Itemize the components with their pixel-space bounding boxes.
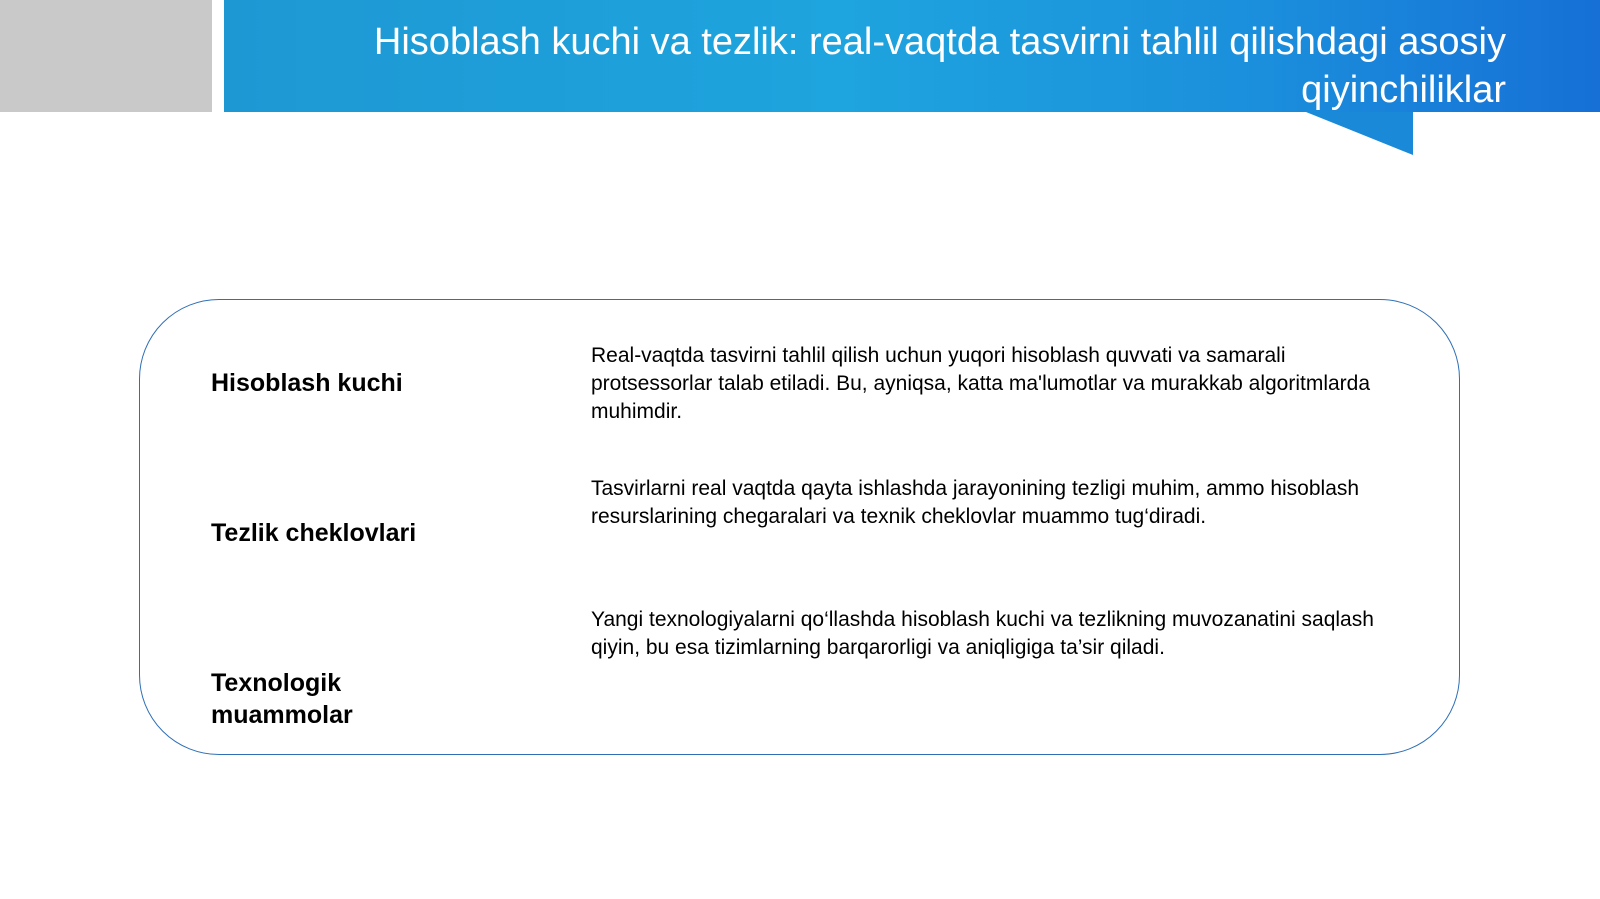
row-label-tezlik-cheklovlari: Tezlik cheklovlari — [211, 519, 417, 547]
page-title: Hisoblash kuchi va tezlik: real-vaqtda tasvirni tahlil qilishdagi asosiy qiyinchiliklar — [373, 21, 1506, 111]
corner-grey-block — [0, 0, 212, 112]
row-description-hisoblash-kuchi: Real-vaqtda tasvirni tahlil qilish uchun yuqori hisoblash quvvati va samarali protsessorlar talab etiladi. Bu, ayniqsa, katta ma'lumotlar va murakkab algoritmlarda muhimdir. — [591, 344, 1371, 423]
row-label-hisoblash-kuchi: Hisoblash kuchi — [211, 369, 403, 397]
row-label-texnologik-muammolar: Texnologik muammolar — [211, 669, 353, 729]
row-description-texnologik-muammolar: Yangi texnologiyalarni qo‘llashda hisoblash kuchi va tezlikning muvozanatini saqlash qiyin, bu esa tizimlarning barqarorligi va aniqligiga ta’sir qiladi. — [591, 608, 1374, 659]
row-description-tezlik-cheklovlari: Tasvirlarni real vaqtda qayta ishlashda jarayonining tezligi muhim, ammo hisoblash resurslarining chegaralari va texnik cheklovlar muammo tug‘diradi. — [591, 477, 1360, 528]
